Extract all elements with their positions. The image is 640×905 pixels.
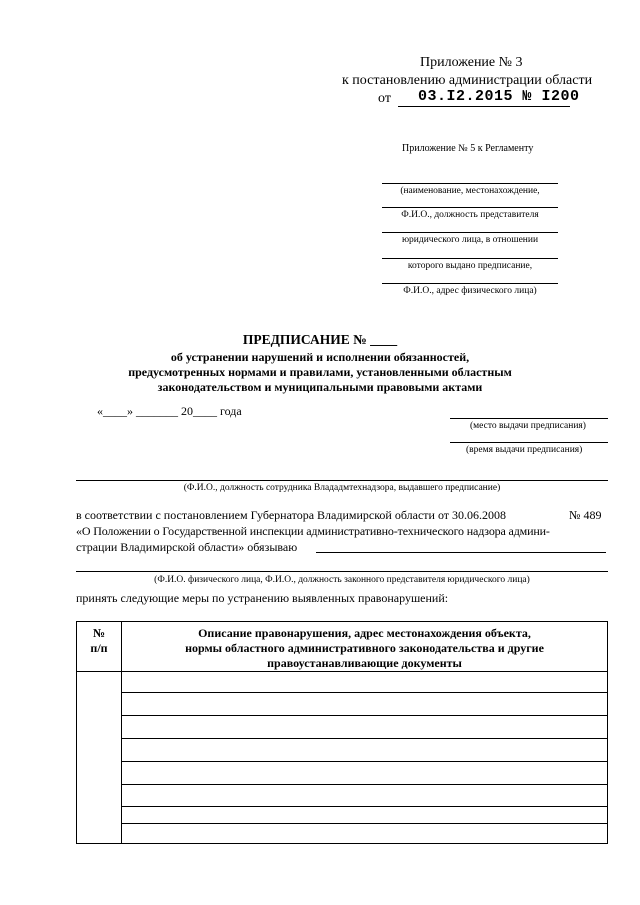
addressee-line — [382, 283, 558, 284]
table-header-row — [77, 622, 608, 672]
measures-table — [76, 621, 608, 844]
officer-line[interactable] — [76, 480, 608, 481]
place-line[interactable] — [450, 418, 608, 419]
obliged-person-line-2[interactable] — [76, 571, 608, 572]
col-number-label-2: п/п — [90, 641, 108, 655]
time-line[interactable] — [450, 442, 608, 443]
resolution-reference: к постановлению администрации области — [342, 73, 593, 88]
regulation-appendix: Приложение № 5 к Регламенту — [402, 143, 534, 154]
table-header-number — [77, 622, 122, 672]
writing-line — [122, 761, 607, 762]
col-desc-label-2: нормы областного административного законодательства и другие — [185, 641, 544, 655]
table-cell-number[interactable] — [77, 672, 122, 844]
col-desc-label-1: Описание правонарушения, адрес местонахождения объекта, — [198, 626, 531, 640]
writing-line — [122, 806, 607, 807]
writing-line — [122, 784, 607, 785]
order-subtitle-2: предусмотренных нормами и правилами, установленными областным — [128, 365, 512, 379]
body-decree-number: № 489 — [569, 508, 602, 522]
time-caption: (время выдачи предписания) — [466, 445, 583, 455]
addressee-caption-5: Ф.И.О., адрес физического лица) — [403, 286, 537, 296]
addressee-line — [382, 207, 558, 208]
table-row — [77, 672, 608, 844]
body-text-2: «О Положении о Государственной инспекции административно-технического надзора админи- — [76, 524, 550, 538]
addressee-caption-3: юридического лица, в отношении — [401, 235, 539, 245]
addressee-line — [382, 232, 558, 233]
place-caption: (место выдачи предписания) — [470, 421, 586, 431]
table-header-description — [122, 622, 608, 672]
col-number-label-1: № — [92, 626, 106, 640]
obliged-person-caption: (Ф.И.О. физического лица, Ф.И.О., должность законного представителя юридического лица) — [154, 575, 530, 585]
writing-line — [122, 692, 607, 693]
order-title: ПРЕДПИСАНИЕ № ____ — [242, 332, 398, 347]
date-underline — [398, 106, 570, 107]
body-text-1: в соответствии с постановлением Губернатора Владимирской области от 30.06.2008 — [76, 508, 507, 522]
addressee-caption-1: (наименование, местонахождение, — [400, 186, 540, 196]
obliged-person-line[interactable] — [316, 552, 606, 553]
resolution-date-number: 03.I2.2015 № I200 — [418, 88, 580, 105]
writing-line — [122, 715, 607, 716]
order-subtitle-1: об устранении нарушений и исполнении обязанностей, — [170, 350, 470, 364]
addressee-caption-4: которого выдано предписание, — [407, 261, 533, 271]
body-text-3: страции Владимирской области» обязываю — [76, 540, 298, 554]
issue-date-field[interactable]: «____» _______ 20____ года — [97, 404, 242, 418]
date-from-label: от — [378, 91, 391, 106]
body-text-4: принять следующие меры по устранению выявленных правонарушений: — [76, 591, 449, 605]
addressee-line — [382, 258, 558, 259]
writing-line — [122, 738, 607, 739]
officer-caption: (Ф.И.О., должность сотрудника Влададмтехнадзора, выдавшего предписание) — [183, 483, 501, 493]
addressee-caption-2: Ф.И.О., должность представителя — [401, 210, 539, 220]
col-desc-label-3: правоустанавливающие документы — [267, 656, 462, 670]
table-cell-description[interactable] — [122, 672, 608, 844]
order-subtitle-3: законодательством и муниципальными правовыми актами — [157, 380, 483, 394]
writing-line — [122, 823, 607, 824]
addressee-line — [382, 183, 558, 184]
appendix-title: Приложение № 3 — [420, 55, 523, 70]
